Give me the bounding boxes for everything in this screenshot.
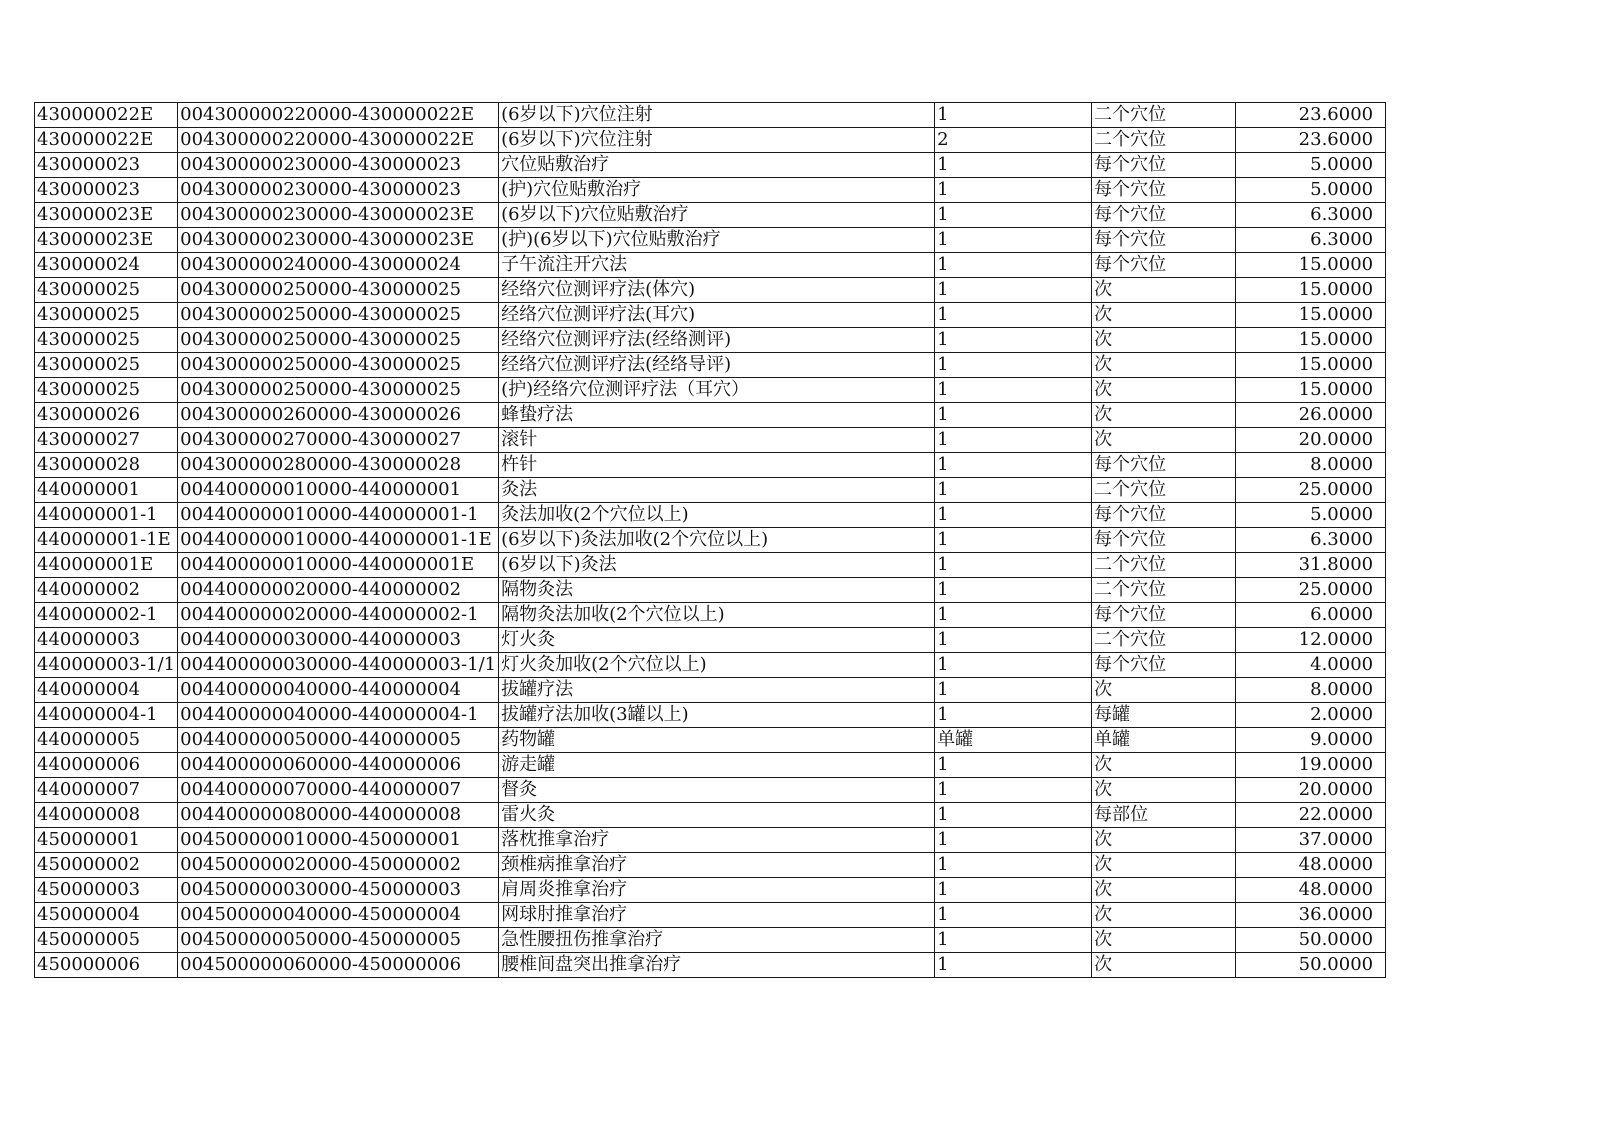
unit-cell: 每个穴位 (1092, 178, 1236, 203)
item-name-cell: 腰椎间盘突出推拿治疗 (499, 953, 935, 978)
full-code-cell: 004400000030000-440000003 (178, 628, 499, 653)
table-row (35, 853, 1386, 878)
full-code-cell: 004300000230000-430000023 (178, 178, 499, 203)
item-code-cell: 440000004-1 (35, 703, 178, 728)
item-name-cell: 网球肘推拿治疗 (499, 903, 935, 928)
unit-cell: 二个穴位 (1092, 578, 1236, 603)
item-code-cell: 450000001 (35, 828, 178, 853)
full-code-cell: 004500000060000-450000006 (178, 953, 499, 978)
item-code-cell: 430000025 (35, 278, 178, 303)
spec-cell: 1 (935, 353, 1092, 378)
unit-cell: 次 (1092, 853, 1236, 878)
spec-cell: 1 (935, 328, 1092, 353)
item-code-cell: 440000005 (35, 728, 178, 753)
table-row (35, 503, 1386, 528)
item-name-cell: 药物罐 (499, 728, 935, 753)
spec-cell: 1 (935, 678, 1092, 703)
unit-cell: 二个穴位 (1092, 553, 1236, 578)
item-code-cell: 440000003-1/1 (35, 653, 178, 678)
price-cell: 2.0000 (1236, 703, 1386, 728)
item-code-cell: 430000027 (35, 428, 178, 453)
full-code-cell: 004300000250000-430000025 (178, 278, 499, 303)
item-code-cell: 440000008 (35, 803, 178, 828)
unit-cell: 每个穴位 (1092, 253, 1236, 278)
spec-cell: 1 (935, 703, 1092, 728)
item-code-cell: 450000005 (35, 928, 178, 953)
table-row (35, 328, 1386, 353)
item-name-cell: 蜂蛰疗法 (499, 403, 935, 428)
item-name-cell: 肩周炎推拿治疗 (499, 878, 935, 903)
full-code-cell: 004400000010000-440000001-1E (178, 528, 499, 553)
item-name-cell: 经络穴位测评疗法(经络导评) (499, 353, 935, 378)
item-code-cell: 450000003 (35, 878, 178, 903)
item-code-cell: 440000006 (35, 753, 178, 778)
spec-cell: 1 (935, 628, 1092, 653)
spec-cell: 1 (935, 403, 1092, 428)
full-code-cell: 004400000020000-440000002-1 (178, 603, 499, 628)
price-cell: 26.0000 (1236, 403, 1386, 428)
item-name-cell: 经络穴位测评疗法(耳穴) (499, 303, 935, 328)
full-code-cell: 004300000260000-430000026 (178, 403, 499, 428)
spec-cell: 1 (935, 753, 1092, 778)
spec-cell: 1 (935, 253, 1092, 278)
table-row (35, 178, 1386, 203)
table-row (35, 428, 1386, 453)
price-cell: 20.0000 (1236, 778, 1386, 803)
item-code-cell: 440000001-1 (35, 503, 178, 528)
price-cell: 19.0000 (1236, 753, 1386, 778)
spec-cell: 1 (935, 153, 1092, 178)
spec-cell: 1 (935, 878, 1092, 903)
price-cell: 6.0000 (1236, 603, 1386, 628)
spec-cell: 1 (935, 528, 1092, 553)
price-cell: 12.0000 (1236, 628, 1386, 653)
spec-cell: 1 (935, 903, 1092, 928)
spec-cell: 1 (935, 928, 1092, 953)
table-row (35, 353, 1386, 378)
full-code-cell: 004300000270000-430000027 (178, 428, 499, 453)
full-code-cell: 004400000040000-440000004 (178, 678, 499, 703)
full-code-cell: 004500000010000-450000001 (178, 828, 499, 853)
item-name-cell: 灸法 (499, 478, 935, 503)
price-cell: 50.0000 (1236, 953, 1386, 978)
spec-cell: 1 (935, 578, 1092, 603)
table-row (35, 128, 1386, 153)
full-code-cell: 004300000220000-430000022E (178, 128, 499, 153)
table-row (35, 303, 1386, 328)
spec-cell: 1 (935, 178, 1092, 203)
spec-cell: 1 (935, 953, 1092, 978)
item-name-cell: 经络穴位测评疗法(经络测评) (499, 328, 935, 353)
price-cell: 20.0000 (1236, 428, 1386, 453)
table-row (35, 403, 1386, 428)
item-name-cell: 子午流注开穴法 (499, 253, 935, 278)
item-code-cell: 440000004 (35, 678, 178, 703)
unit-cell: 次 (1092, 678, 1236, 703)
full-code-cell: 004300000250000-430000025 (178, 353, 499, 378)
unit-cell: 每个穴位 (1092, 203, 1236, 228)
price-cell: 15.0000 (1236, 328, 1386, 353)
item-code-cell: 450000004 (35, 903, 178, 928)
price-cell: 15.0000 (1236, 353, 1386, 378)
table-row (35, 553, 1386, 578)
table-row (35, 753, 1386, 778)
item-name-cell: 雷火灸 (499, 803, 935, 828)
table-row (35, 103, 1386, 128)
full-code-cell: 004400000010000-440000001-1 (178, 503, 499, 528)
unit-cell: 次 (1092, 403, 1236, 428)
price-cell: 5.0000 (1236, 503, 1386, 528)
price-cell: 23.6000 (1236, 128, 1386, 153)
item-code-cell: 430000025 (35, 353, 178, 378)
table-row (35, 828, 1386, 853)
fee-schedule-table (34, 102, 1386, 978)
unit-cell: 次 (1092, 753, 1236, 778)
spec-cell: 1 (935, 228, 1092, 253)
unit-cell: 每个穴位 (1092, 453, 1236, 478)
item-code-cell: 440000002-1 (35, 603, 178, 628)
item-name-cell: 隔物灸法加收(2个穴位以上) (499, 603, 935, 628)
price-cell: 31.8000 (1236, 553, 1386, 578)
table-row (35, 778, 1386, 803)
table-row (35, 678, 1386, 703)
item-code-cell: 430000023 (35, 153, 178, 178)
price-cell: 4.0000 (1236, 653, 1386, 678)
price-cell: 15.0000 (1236, 303, 1386, 328)
spec-cell: 1 (935, 303, 1092, 328)
unit-cell: 每个穴位 (1092, 653, 1236, 678)
table-row (35, 628, 1386, 653)
full-code-cell: 004300000250000-430000025 (178, 328, 499, 353)
spec-cell: 2 (935, 128, 1092, 153)
price-cell: 15.0000 (1236, 253, 1386, 278)
price-cell: 48.0000 (1236, 878, 1386, 903)
full-code-cell: 004300000250000-430000025 (178, 378, 499, 403)
unit-cell: 次 (1092, 328, 1236, 353)
spec-cell: 1 (935, 553, 1092, 578)
unit-cell: 次 (1092, 903, 1236, 928)
full-code-cell: 004300000220000-430000022E (178, 103, 499, 128)
unit-cell: 次 (1092, 878, 1236, 903)
full-code-cell: 004300000230000-430000023 (178, 153, 499, 178)
price-cell: 15.0000 (1236, 378, 1386, 403)
price-cell: 37.0000 (1236, 828, 1386, 853)
item-code-cell: 450000002 (35, 853, 178, 878)
unit-cell: 次 (1092, 928, 1236, 953)
full-code-cell: 004300000250000-430000025 (178, 303, 499, 328)
price-cell: 25.0000 (1236, 578, 1386, 603)
item-name-cell: 杵针 (499, 453, 935, 478)
unit-cell: 每个穴位 (1092, 228, 1236, 253)
spec-cell: 1 (935, 453, 1092, 478)
item-name-cell: 灸法加收(2个穴位以上) (499, 503, 935, 528)
table-row (35, 478, 1386, 503)
item-code-cell: 430000028 (35, 453, 178, 478)
unit-cell: 次 (1092, 953, 1236, 978)
unit-cell: 二个穴位 (1092, 478, 1236, 503)
table-row (35, 878, 1386, 903)
table-row (35, 528, 1386, 553)
full-code-cell: 004300000280000-430000028 (178, 453, 499, 478)
full-code-cell: 004500000020000-450000002 (178, 853, 499, 878)
item-code-cell: 430000026 (35, 403, 178, 428)
item-name-cell: 急性腰扭伤推拿治疗 (499, 928, 935, 953)
unit-cell: 次 (1092, 778, 1236, 803)
table-row (35, 603, 1386, 628)
unit-cell: 次 (1092, 378, 1236, 403)
item-code-cell: 430000025 (35, 328, 178, 353)
unit-cell: 每罐 (1092, 703, 1236, 728)
table-row (35, 228, 1386, 253)
spec-cell: 1 (935, 103, 1092, 128)
spec-cell: 1 (935, 853, 1092, 878)
unit-cell: 单罐 (1092, 728, 1236, 753)
table-row (35, 203, 1386, 228)
item-code-cell: 430000022E (35, 128, 178, 153)
item-name-cell: 经络穴位测评疗法(体穴) (499, 278, 935, 303)
full-code-cell: 004500000030000-450000003 (178, 878, 499, 903)
full-code-cell: 004300000240000-430000024 (178, 253, 499, 278)
spec-cell: 1 (935, 803, 1092, 828)
full-code-cell: 004500000040000-450000004 (178, 903, 499, 928)
item-code-cell: 440000007 (35, 778, 178, 803)
table-row (35, 578, 1386, 603)
table-row (35, 728, 1386, 753)
item-name-cell: (护)穴位贴敷治疗 (499, 178, 935, 203)
table-row (35, 453, 1386, 478)
price-cell: 8.0000 (1236, 453, 1386, 478)
spec-cell: 1 (935, 653, 1092, 678)
item-code-cell: 450000006 (35, 953, 178, 978)
item-name-cell: (护)经络穴位测评疗法（耳穴） (499, 378, 935, 403)
price-cell: 6.3000 (1236, 528, 1386, 553)
spec-cell: 单罐 (935, 728, 1092, 753)
unit-cell: 二个穴位 (1092, 103, 1236, 128)
full-code-cell: 004400000020000-440000002 (178, 578, 499, 603)
price-cell: 36.0000 (1236, 903, 1386, 928)
unit-cell: 每个穴位 (1092, 503, 1236, 528)
table-row (35, 278, 1386, 303)
item-name-cell: (护)(6岁以下)穴位贴敷治疗 (499, 228, 935, 253)
item-name-cell: 滚针 (499, 428, 935, 453)
item-name-cell: (6岁以下)穴位贴敷治疗 (499, 203, 935, 228)
price-cell: 6.3000 (1236, 228, 1386, 253)
item-code-cell: 430000023E (35, 203, 178, 228)
price-cell: 9.0000 (1236, 728, 1386, 753)
price-cell: 50.0000 (1236, 928, 1386, 953)
full-code-cell: 004400000050000-440000005 (178, 728, 499, 753)
unit-cell: 每部位 (1092, 803, 1236, 828)
spec-cell: 1 (935, 828, 1092, 853)
full-code-cell: 004400000010000-440000001E (178, 553, 499, 578)
price-cell: 5.0000 (1236, 153, 1386, 178)
price-cell: 25.0000 (1236, 478, 1386, 503)
full-code-cell: 004400000030000-440000003-1/1 (178, 653, 499, 678)
item-code-cell: 430000023 (35, 178, 178, 203)
item-code-cell: 430000023E (35, 228, 178, 253)
table-row (35, 653, 1386, 678)
item-name-cell: (6岁以下)灸法加收(2个穴位以上) (499, 528, 935, 553)
item-name-cell: 灯火灸 (499, 628, 935, 653)
item-name-cell: 游走罐 (499, 753, 935, 778)
full-code-cell: 004500000050000-450000005 (178, 928, 499, 953)
item-name-cell: 拔罐疗法加收(3罐以上) (499, 703, 935, 728)
full-code-cell: 004400000080000-440000008 (178, 803, 499, 828)
item-code-cell: 440000003 (35, 628, 178, 653)
item-name-cell: 穴位贴敷治疗 (499, 153, 935, 178)
item-name-cell: 灯火灸加收(2个穴位以上) (499, 653, 935, 678)
price-cell: 22.0000 (1236, 803, 1386, 828)
table-row (35, 703, 1386, 728)
full-code-cell: 004400000070000-440000007 (178, 778, 499, 803)
price-cell: 8.0000 (1236, 678, 1386, 703)
price-cell: 5.0000 (1236, 178, 1386, 203)
item-code-cell: 440000001E (35, 553, 178, 578)
fee-schedule-body (35, 103, 1386, 978)
unit-cell: 二个穴位 (1092, 628, 1236, 653)
table-row (35, 253, 1386, 278)
unit-cell: 次 (1092, 303, 1236, 328)
spec-cell: 1 (935, 478, 1092, 503)
item-code-cell: 430000022E (35, 103, 178, 128)
spec-cell: 1 (935, 378, 1092, 403)
table-row (35, 953, 1386, 978)
item-code-cell: 440000002 (35, 578, 178, 603)
item-name-cell: 落枕推拿治疗 (499, 828, 935, 853)
full-code-cell: 004400000060000-440000006 (178, 753, 499, 778)
item-name-cell: (6岁以下)灸法 (499, 553, 935, 578)
item-name-cell: 督灸 (499, 778, 935, 803)
spec-cell: 1 (935, 203, 1092, 228)
unit-cell: 每个穴位 (1092, 603, 1236, 628)
spec-cell: 1 (935, 278, 1092, 303)
price-cell: 23.6000 (1236, 103, 1386, 128)
unit-cell: 二个穴位 (1092, 128, 1236, 153)
full-code-cell: 004300000230000-430000023E (178, 203, 499, 228)
item-name-cell: 颈椎病推拿治疗 (499, 853, 935, 878)
unit-cell: 次 (1092, 278, 1236, 303)
item-name-cell: (6岁以下)穴位注射 (499, 103, 935, 128)
table-row (35, 153, 1386, 178)
price-cell: 48.0000 (1236, 853, 1386, 878)
item-name-cell: 拔罐疗法 (499, 678, 935, 703)
full-code-cell: 004400000040000-440000004-1 (178, 703, 499, 728)
spec-cell: 1 (935, 778, 1092, 803)
spec-cell: 1 (935, 503, 1092, 528)
item-name-cell: (6岁以下)穴位注射 (499, 128, 935, 153)
price-cell: 6.3000 (1236, 203, 1386, 228)
table-row (35, 803, 1386, 828)
unit-cell: 每个穴位 (1092, 528, 1236, 553)
full-code-cell: 004300000230000-430000023E (178, 228, 499, 253)
unit-cell: 次 (1092, 828, 1236, 853)
table-row (35, 928, 1386, 953)
price-cell: 15.0000 (1236, 278, 1386, 303)
unit-cell: 次 (1092, 428, 1236, 453)
item-code-cell: 440000001-1E (35, 528, 178, 553)
item-name-cell: 隔物灸法 (499, 578, 935, 603)
spec-cell: 1 (935, 603, 1092, 628)
item-code-cell: 430000024 (35, 253, 178, 278)
item-code-cell: 430000025 (35, 303, 178, 328)
item-code-cell: 430000025 (35, 378, 178, 403)
unit-cell: 次 (1092, 353, 1236, 378)
table-row (35, 378, 1386, 403)
full-code-cell: 004400000010000-440000001 (178, 478, 499, 503)
table-row (35, 903, 1386, 928)
spec-cell: 1 (935, 428, 1092, 453)
unit-cell: 每个穴位 (1092, 153, 1236, 178)
item-code-cell: 440000001 (35, 478, 178, 503)
